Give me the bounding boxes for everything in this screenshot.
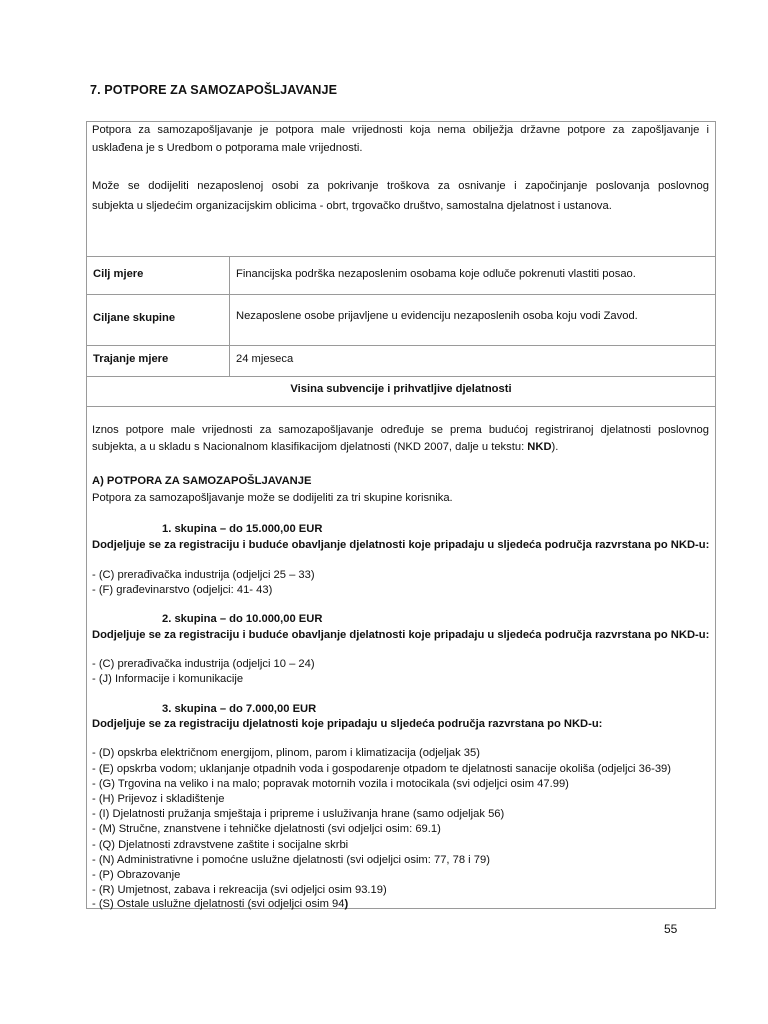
intro-paragraph-1-line-1: Potpora za samozapošljavanje je potpora male vrijednosti koja nema obilježja državne potpore za zapošljavanje i: [92, 124, 709, 136]
subheading: A) POTPORA ZA SAMOZAPOŠLJAVANJE: [92, 475, 312, 487]
table-divider: [87, 294, 715, 295]
group-3-item: - (R) Umjetnost, zabava i rekreacija (svi odjeljci osim 93.19): [92, 884, 387, 896]
table-divider: [87, 345, 715, 346]
group-3-item: - (N) Administrativne i pomoćne uslužne djelatnosti (svi odjeljci osim: 77, 78 i 79): [92, 854, 490, 866]
body-intro-line-1: Iznos potpore male vrijednosti za samozapošljavanje određuje se prema budućoj registriranoj djelatnosti poslovnog: [92, 424, 709, 436]
table-divider: [87, 256, 715, 257]
row-value-goal: Financijska podrška nezaposlenim osobama koje odluče pokrenuti vlastiti posao.: [236, 268, 636, 280]
group-3-item: - (E) opskrba vodom; uklanjanje otpadnih voda i gospodarenje otpadom te djelatnosti sanacije okoliša (odjeljci 36-39): [92, 763, 671, 775]
group-3-item: - (H) Prijevoz i skladištenje: [92, 793, 225, 805]
page-number: 55: [664, 922, 678, 936]
row-label-duration: Trajanje mjere: [93, 353, 169, 365]
page-heading: 7. POTPORE ZA SAMOZAPOŠLJAVANJE: [90, 83, 338, 97]
intro-paragraph-2-line-2: subjekta u sljedećim organizacijskim oblicima - obrt, trgovačko društvo, samostalna djelatnost i ustanova.: [92, 200, 612, 212]
group-3-title: 3. skupina – do 7.000,00 EUR: [162, 703, 317, 715]
row-value-target-groups: Nezaposlene osobe prijavljene u evidenciju nezaposlenih osoba koju vodi Zavod.: [236, 310, 638, 322]
row-value-duration: 24 mjeseca: [236, 353, 294, 365]
group-1-description: Dodjeljuje se za registraciju i buduće obavljanje djelatnosti koje pripadaju u sljedeća područja razvrstana po NKD-u:: [92, 539, 710, 551]
group-3-item: - (M) Stručne, znanstvene i tehničke djelatnosti (svi odjeljci osim: 69.1): [92, 823, 441, 835]
table-divider: [87, 376, 715, 377]
group-1-title: 1. skupina – do 15.000,00 EUR: [162, 523, 323, 535]
group-3-item: - (D) opskrba električnom energijom, plinom, parom i klimatizacija (odjeljak 35): [92, 747, 480, 759]
table-column-divider: [229, 256, 230, 376]
group-2-item: - (C) prerađivačka industrija (odjeljci 10 – 24): [92, 658, 315, 670]
row-label-target-groups: Ciljane skupine: [93, 312, 176, 324]
group-2-title: 2. skupina – do 10.000,00 EUR: [162, 613, 323, 625]
subheading-text: Potpora za samozapošljavanje može se dodijeliti za tri skupine korisnika.: [92, 492, 453, 504]
body-intro-line-2: subjekta, a u skladu s Nacionalnom klasifikacijom djelatnosti (NKD 2007, dalje u tekstu: NKD).: [92, 441, 559, 453]
group-3-description: Dodjeljuje se za registraciju djelatnosti koje pripadaju u sljedeća područja razvrstana po NKD-u:: [92, 718, 603, 730]
group-3-item: - (I) Djelatnosti pružanja smještaja i pripreme i usluživanja hrane (samo odjeljak 56): [92, 808, 505, 820]
group-3-item: - (P) Obrazovanje: [92, 869, 181, 881]
row-label-goal: Cilj mjere: [93, 268, 144, 280]
group-3-item: - (S) Ostale uslužne djelatnosti (svi odjeljci osim 94): [92, 898, 349, 910]
table-divider: [87, 406, 715, 407]
group-1-item: - (F) građevinarstvo (odjeljci: 41- 43): [92, 584, 273, 596]
group-3-item: - (Q) Djelatnosti zdravstvene zaštite i socijalne skrbi: [92, 839, 349, 851]
group-1-item: - (C) prerađivačka industrija (odjeljci 25 – 33): [92, 569, 315, 581]
group-2-item: - (J) Informacije i komunikacije: [92, 673, 244, 685]
intro-paragraph-1-line-2: usklađena je s Uredbom o potporama male vrijednosti.: [92, 142, 363, 154]
measure-table: [86, 121, 716, 909]
group-3-item: - (G) Trgovina na veliko i na malo; popravak motornih vozila i motocikala (svi odjeljci osim 47.99): [92, 778, 569, 790]
section-title: Visina subvencije i prihvatljive djelatnosti: [290, 383, 512, 395]
group-2-description: Dodjeljuje se za registraciju i buduće obavljanje djelatnosti koje pripadaju u sljedeća područja razvrstana po NKD-u:: [92, 629, 710, 641]
intro-paragraph-2-line-1: Može se dodijeliti nezaposlenoj osobi za pokrivanje troškova za osnivanje i započinjanje poslovanja poslovnog: [92, 180, 709, 192]
